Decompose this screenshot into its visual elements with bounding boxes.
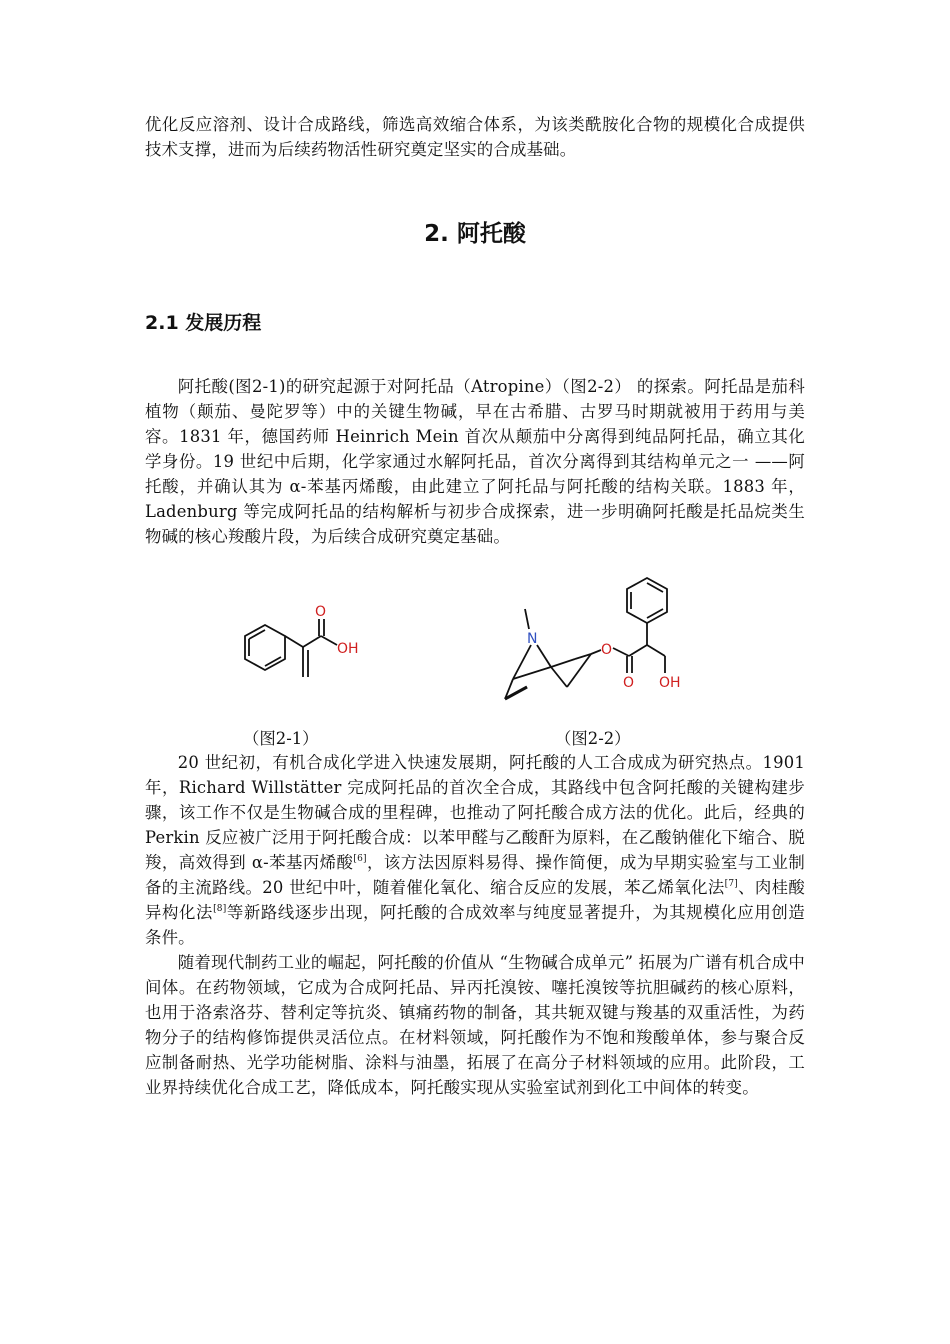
atom-oh: OH (337, 641, 359, 657)
atropic-acid-structure (215, 579, 375, 719)
paragraph-origin: 阿托酸(图2-1)的研究起源于对阿托品（Atropine）（图2-2） 的探索。阿托品是茄科植物（颠茄、曼陀罗等）中的关键生物碱，早在古希腊、古罗马时期就被用于药用与美容。1831 年，德国药师 Heinrich Mein 首次从颠茄中分离得到纯品阿托品，确立其化学身份。19 世纪中后期，化学家通过水解阿托品，首次分离得到其结构单元之一 ——阿托酸，并确认其为 α-苯基丙烯酸，由此建立了阿托品与阿托酸的结构关联。1883 年，Ladenburg 等完成阿托品的结构解析与初步合成探索，进一步明确阿托酸是托品烷类生物碱的核心羧酸片段，为后续合成研究奠定基础。 (145, 377, 805, 546)
subsection-title: 2.1 发展历程 (145, 312, 262, 334)
document-page (145, 112, 805, 1097)
intro-paragraph: 优化反应溶剂、设计合成路线，筛选高效缩合体系，为该类酰胺化合物的规模化合成提供技术支撑，进而为后续药物活性研究奠定坚实的合成基础。 (145, 115, 805, 159)
synthesis-text-d: 等新路线逐步出现，阿托酸的合成效率与纯度显著提升，为其规模化应用创造条件。 (145, 903, 805, 947)
paragraph-applications: 随着现代制药工业的崛起，阿托酸的价值从 “生物碱合成单元” 拓展为广谱有机合成中间体。在药物领域，它成为合成阿托品、异丙托溴铵、噻托溴铵等抗胆碱药的核心原料，也用于洛索洛芬、替利定等抗炎、镇痛药物的制备，其共轭双键与羧基的双重活性，为药物分子的结构修饰提供灵活位点。在材料领域，阿托酸作为不饱和羧酸单体，参与聚合反应制备耐热、光学功能树脂、涂料与油墨，拓展了在高分子材料领域的应用。此阶段，工业界持续优化合成工艺，降低成本，阿托酸实现从实验室试剂到化工中间体的转变。 (145, 953, 805, 1097)
citation-8[interactable]: [8] (213, 904, 227, 914)
synthesis-text-c: 、肉桂酸异构化法 (145, 878, 805, 922)
atom-oh: OH (659, 675, 681, 691)
figure-caption-2-1: （图2-1） (243, 729, 319, 748)
history-block (145, 374, 805, 549)
citation-6[interactable]: [6] (353, 854, 367, 864)
figures-row (145, 579, 805, 729)
paragraph-synthesis (145, 750, 805, 950)
atom-o-ester: O (601, 642, 613, 658)
figure-caption-2-2: （图2-2） (555, 729, 631, 748)
atom-n: N (527, 631, 538, 647)
atom-o: O (315, 604, 327, 620)
citation-7[interactable]: [7] (724, 879, 738, 889)
atropine-structure (495, 559, 715, 729)
synthesis-text-a: 20 世纪初，有机合成化学进入快速发展期，阿托酸的人工合成成为研究热点。1901 年，Richard Willstätter 完成阿托品的首次全合成，其路线中包含阿托酸的关键构建步骤，该工作不仅是生物碱合成的里程碑，也推动了阿托酸合成方法的优化。此后，经典的Perkin 反应被广泛用于阿托酸合成：以苯甲醛与乙酸酐为原料，在乙酸钠催化下缩合、脱羧，高效得到 α-苯基丙烯酸 (145, 753, 805, 872)
synthesis-text-b: ，该方法因原料易得、操作简便，成为早期实验室与工业制备的主流路线。20 世纪中叶，随着催化氧化、缩合反应的发展，苯乙烯氧化法 (145, 853, 805, 897)
synthesis-block (145, 750, 805, 1100)
section-title: 2. 阿托酸 (424, 221, 526, 247)
atom-o-carbonyl: O (623, 675, 635, 691)
